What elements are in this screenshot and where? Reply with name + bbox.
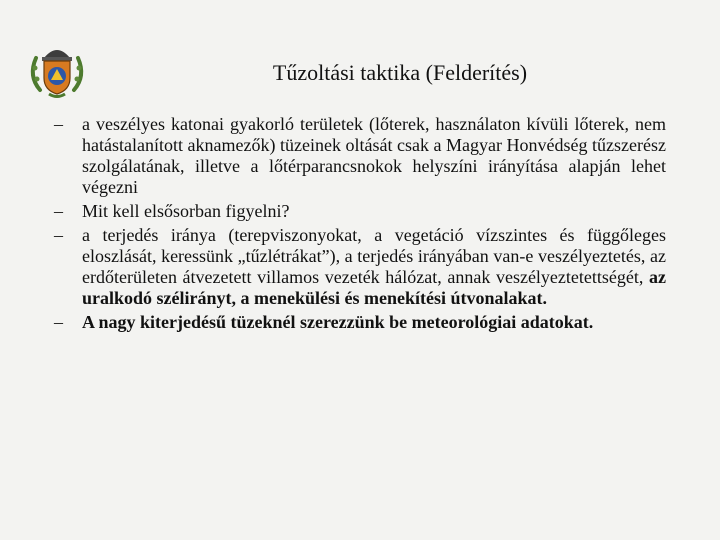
fire-brigade-emblem-icon — [24, 36, 90, 102]
bullet-text: a veszélyes katonai gyakorló területek (lőterek, használaton kívüli lőterek, nem hatástalanított aknamezők) tüzeinek oltását csak a Magyar Honvédség tűzszerész szolgálatának, illetve a lőtérparancsnokok helyszíni irányítása alapján lehet végezni — [82, 114, 666, 197]
bullet-marker: – — [54, 114, 63, 134]
slide-title: Tűzoltási taktika (Felderítés) — [272, 60, 528, 85]
bullet-item — [54, 312, 666, 333]
bullet-item — [54, 114, 666, 198]
bullet-bold-text: az uralkodó szélirányt, a menekülési és menekítési útvonalakat. — [82, 267, 666, 308]
bullet-item — [54, 201, 666, 222]
bullet-marker: – — [54, 225, 63, 245]
bullet-marker: – — [54, 312, 63, 332]
bullet-list — [54, 114, 666, 333]
bullet-marker: – — [54, 201, 63, 221]
bullet-text: a terjedés iránya (terepviszonyokat, a vegetáció vízszintes és függőleges eloszlását, keressünk „tűzlétrákat”), a terjedés irányában van-e veszélyeztetés, az erdőterületen átvezetett villamos vezeték hálózat, annak veszélyeztetettségét, — [82, 225, 666, 287]
bullet-text: Mit kell elsősorban figyelni? — [82, 201, 290, 221]
bullet-bold-text: A nagy kiterjedésű tüzeknél szerezzünk be meteorológiai adatokat. — [82, 312, 594, 332]
bullet-item — [54, 225, 666, 309]
